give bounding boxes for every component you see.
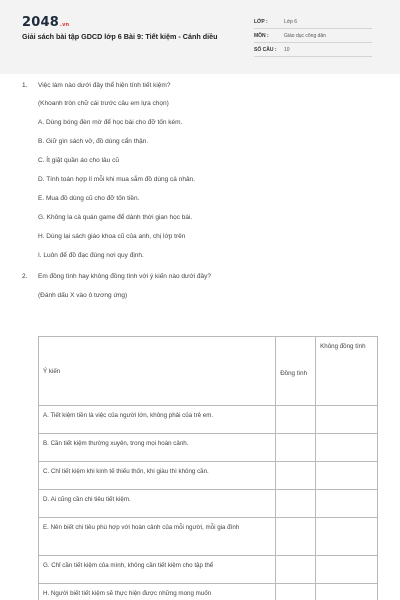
table-row: [39, 434, 378, 462]
agree-cell[interactable]: [276, 462, 316, 490]
answer-option: I. Luôn để đồ đạc đúng nơi quy định.: [38, 252, 144, 259]
logo-tld-text: .vn: [59, 22, 70, 28]
meta-value: Lớp 6: [284, 18, 298, 25]
disagree-cell[interactable]: [316, 584, 378, 600]
answer-option: H. Dùng lại sách giáo khoa cũ của anh, chị lớp trên: [38, 233, 186, 240]
table-header-row: [39, 337, 378, 406]
agree-cell[interactable]: [276, 434, 316, 462]
question-instruction: (Đánh dấu X vào ô tương ứng): [38, 292, 128, 299]
document-header: [0, 0, 400, 74]
answer-option: A. Dùng bóng đèn mờ để học bài cho đỡ tốn kém.: [38, 119, 183, 126]
meta-row-count: [254, 43, 372, 57]
answer-option: G. Không la cà quán game để dành thời gian học bài.: [38, 214, 193, 221]
table-row: [39, 490, 378, 518]
opinion-cell: D. Ai cũng cần chi tiêu tiết kiệm.: [39, 490, 276, 518]
table-row: [39, 556, 378, 584]
agree-cell[interactable]: [276, 490, 316, 518]
meta-row-grade: [254, 15, 372, 29]
agree-cell[interactable]: [276, 406, 316, 434]
meta-info-box: [254, 15, 372, 57]
meta-row-subject: [254, 29, 372, 43]
column-header-opinion: Ý kiến: [39, 337, 276, 406]
meta-label: MÔN :: [254, 32, 269, 39]
agree-cell[interactable]: [276, 556, 316, 584]
table-row: [39, 406, 378, 434]
answer-option: C. Ít giặt quần áo cho lâu cũ: [38, 157, 119, 164]
agree-cell[interactable]: [276, 518, 316, 556]
opinion-cell: H. Người biết tiết kiệm sẽ thực hiện được những mong muốn: [39, 584, 276, 600]
answer-option: D. Tính toán hợp lí mỗi khi mua sắm đồ dùng cá nhân.: [38, 176, 195, 183]
question-instruction: (Khoanh tròn chữ cái trước câu em lựa chọn): [38, 100, 169, 107]
meta-label: LỚP :: [254, 18, 268, 25]
agree-cell[interactable]: [276, 584, 316, 600]
table-row: [39, 462, 378, 490]
question-number: 2.: [22, 273, 28, 280]
meta-value: Giáo dục công dân: [284, 32, 326, 39]
disagree-cell[interactable]: [316, 406, 378, 434]
question-number: 1.: [22, 82, 28, 89]
site-logo[interactable]: [22, 15, 69, 30]
table-row: [39, 584, 378, 600]
disagree-cell[interactable]: [316, 490, 378, 518]
document-title: Giải sách bài tập GDCD lớp 6 Bài 9: Tiết kiệm - Cánh diều: [22, 32, 218, 41]
disagree-cell[interactable]: [316, 556, 378, 584]
question-text: Em đồng tình hay không đồng tình với ý kiến nào dưới đây?: [38, 273, 211, 280]
question-text: Việc làm nào dưới đây thể hiện tính tiết kiệm?: [38, 82, 171, 89]
disagree-cell[interactable]: [316, 518, 378, 556]
opinion-table: [38, 336, 378, 600]
meta-label: SỐ CÂU :: [254, 46, 277, 53]
opinion-cell: E. Nên biết chi tiêu phù hợp với hoàn cảnh của mỗi người, mỗi gia đình: [39, 518, 276, 556]
answer-option: E. Mua đồ dùng cũ cho đỡ tốn tiền.: [38, 195, 140, 202]
column-header-disagree: Không đồng tình: [316, 337, 378, 406]
opinion-cell: B. Cần tiết kiệm thường xuyên, trong mọi hoàn cảnh.: [39, 434, 276, 462]
column-header-agree: Đồng tình: [276, 337, 316, 406]
opinion-cell: G. Chỉ cần tiết kiệm của mình, không cần tiết kiệm cho tập thể: [39, 556, 276, 584]
opinion-cell: A. Tiết kiệm tiền là việc của người lớn, không phải của trẻ em.: [39, 406, 276, 434]
logo-main-text: 2048: [22, 15, 59, 30]
table-row: [39, 518, 378, 556]
opinion-cell: C. Chỉ tiết kiệm khi kinh tế thiếu thốn, khi giàu thì không cần.: [39, 462, 276, 490]
disagree-cell[interactable]: [316, 434, 378, 462]
meta-value: 10: [284, 46, 290, 53]
answer-option: B. Giữ gìn sách vở, đồ dùng cẩn thận.: [38, 138, 149, 145]
disagree-cell[interactable]: [316, 462, 378, 490]
